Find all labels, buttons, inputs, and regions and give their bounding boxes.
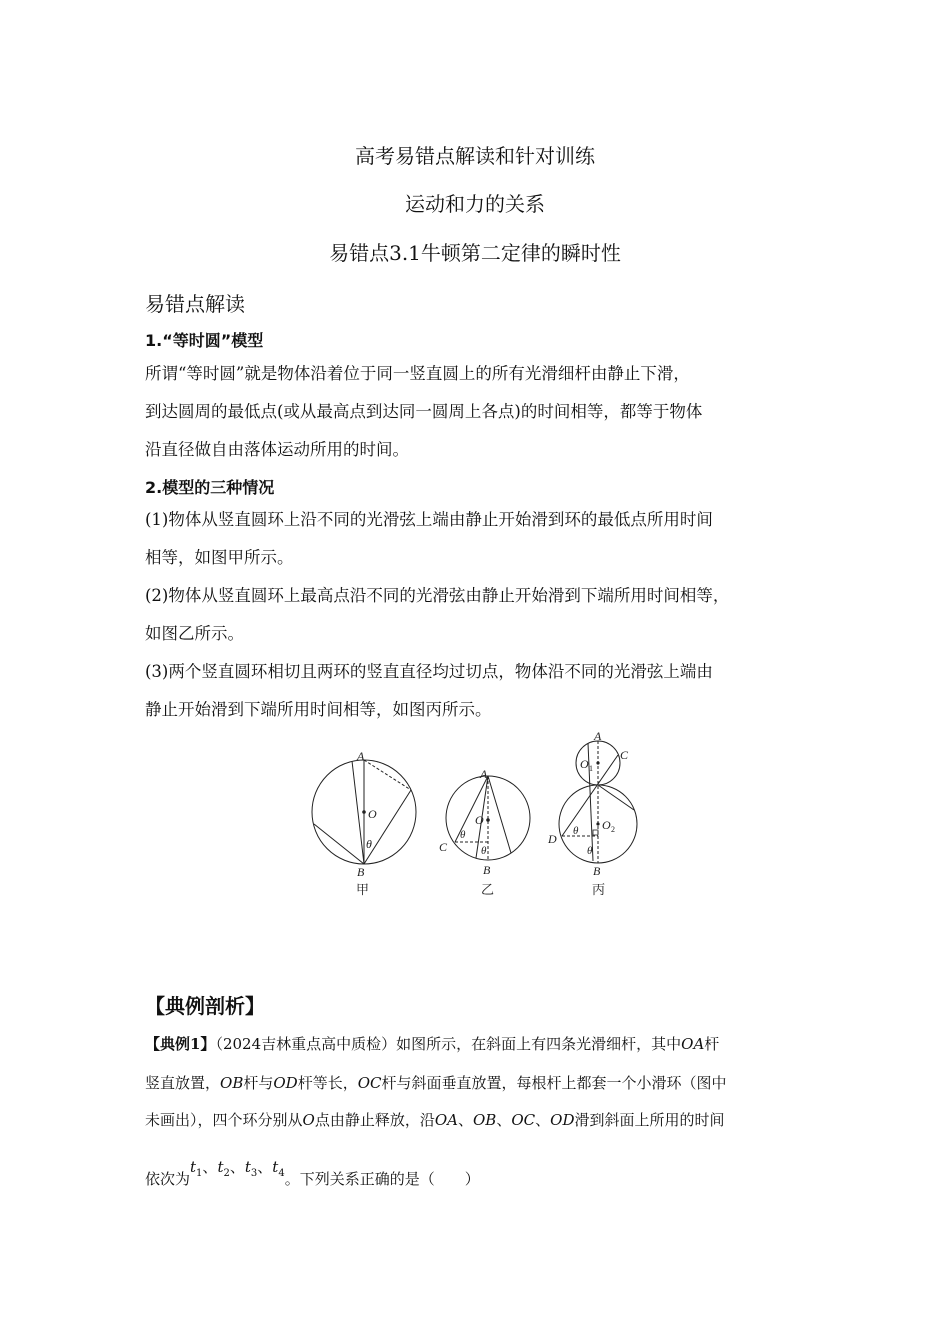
item1-line: 所谓“等时圆”就是物体沿着位于同一竖直圆上的所有光滑细杆由静止下滑， <box>145 364 690 383</box>
rod-name: OC <box>511 1111 536 1129</box>
item2-paragraph <box>145 501 825 729</box>
document-title: 高考易错点解读和针对训练 <box>355 144 595 168</box>
label-B: B <box>483 863 491 877</box>
example-section-heading: 【典例剖析】 <box>145 994 265 1018</box>
diagram-jia <box>312 749 416 897</box>
example-text: 如图所示，在斜面上有四条光滑细杆，其中 <box>396 1035 682 1053</box>
time-var: $t_1$ <box>190 1158 203 1179</box>
chapter-title: 运动和力的关系 <box>405 192 545 216</box>
diagram-yi <box>439 767 530 897</box>
item2-line: 相等，如图甲所示。 <box>145 548 294 567</box>
example-text: 未画出），四个环分别从 <box>145 1111 303 1129</box>
diagram-bing <box>547 730 637 897</box>
chord-bing <box>588 743 593 861</box>
right-angle-mark <box>593 830 598 835</box>
label-A: A <box>594 730 602 743</box>
error-point-title: 易错点3.1牛顿第二定律的瞬时性 <box>329 241 621 265</box>
label-D: D <box>548 832 557 846</box>
caption-jia: 甲 <box>356 882 370 897</box>
label-theta: θ <box>573 825 579 837</box>
example-text: 竖直放置， <box>145 1074 221 1092</box>
item2-line: (2)物体从竖直圆环上最高点沿不同的光滑弦由静止开始滑到下端所用时间相等， <box>145 586 730 605</box>
label-O1-sub: 1 <box>589 764 593 773</box>
label-O: O <box>475 813 484 827</box>
label-C: C <box>439 840 448 854</box>
label-O: O <box>368 807 377 821</box>
item2-line: 静止开始滑到下端所用时间相等，如图丙所示。 <box>145 700 492 719</box>
label-O2: O <box>602 818 611 832</box>
label-O2-sub: 2 <box>611 825 615 834</box>
rod-name: OA <box>681 1035 705 1053</box>
time-var: $t_3$ <box>244 1158 258 1179</box>
rod-name: OB <box>473 1111 497 1129</box>
caption-bing: 丙 <box>592 882 606 897</box>
center-dot-yi <box>486 818 490 822</box>
label-B: B <box>593 864 601 878</box>
rod-name: OD <box>273 1074 298 1092</box>
rod-name: OA <box>434 1111 458 1129</box>
example-source: （2024吉林重点高中质检） <box>215 1035 397 1053</box>
chord-jia <box>364 790 411 864</box>
point-name: O <box>302 1111 315 1129</box>
item1-line: 沿直径做自由落体运动所用的时间。 <box>145 440 409 459</box>
label-theta: θ <box>460 829 466 841</box>
separator: 、 <box>496 1111 512 1129</box>
example-text: 依次为 <box>145 1170 191 1188</box>
center-dot-o1 <box>596 761 599 764</box>
item1-paragraph <box>145 355 825 469</box>
time-var: $t_2$ <box>217 1158 230 1179</box>
item2-heading: 2.模型的三种情况 <box>145 478 275 497</box>
separator: 、 <box>535 1111 551 1129</box>
time-var: $t_4$ <box>272 1158 285 1179</box>
center-dot-jia <box>362 810 366 814</box>
label-B: B <box>357 865 365 879</box>
label-theta: θ <box>481 845 487 857</box>
example-text: 。下列关系正确的是（ ） <box>284 1170 480 1188</box>
example-text: 点由静止释放，沿 <box>314 1111 435 1129</box>
item2-line: 如图乙所示。 <box>145 624 244 643</box>
equal-time-circles-figure <box>300 730 660 910</box>
example-line-3 <box>145 1109 825 1130</box>
example-text: 杆与斜面垂直放置，每根杆上都套一个小滑环（图中 <box>381 1074 727 1092</box>
label-C: C <box>620 748 629 762</box>
item1-line: 到达圆周的最低点(或从最高点到达同一圆周上各点)的时间相等，都等于物体 <box>145 402 703 421</box>
dashed-line-jia <box>364 760 411 790</box>
separator: 、 <box>257 1158 273 1176</box>
example-text: 滑到斜面上所用的时间 <box>574 1111 725 1129</box>
label-A: A <box>357 749 365 763</box>
chord-jia <box>352 761 364 864</box>
label-theta: θ <box>366 837 372 851</box>
separator: 、 <box>229 1158 245 1176</box>
item2-line: (3)两个竖直圆环相切且两环的竖直直径均过切点，物体沿不同的光滑弦上端由 <box>145 662 713 681</box>
separator: 、 <box>202 1158 218 1176</box>
example-text: 杆等长， <box>297 1074 358 1092</box>
chord-yi <box>488 776 511 853</box>
separator: 、 <box>457 1111 473 1129</box>
example-line-2 <box>145 1072 825 1093</box>
example-line-4 <box>145 1158 825 1191</box>
rod-name: OB <box>220 1074 244 1092</box>
item2-line: (1)物体从竖直圆环上沿不同的光滑弦上端由静止开始滑到环的最低点所用时间 <box>145 510 713 529</box>
section-heading: 易错点解读 <box>145 292 245 316</box>
example-line-1 <box>145 1033 825 1054</box>
example-tag: 【典例1】 <box>145 1035 216 1053</box>
rod-name: OC <box>357 1074 382 1092</box>
chord-bing <box>598 785 634 810</box>
item1-heading: 1.“等时圆”模型 <box>145 331 264 350</box>
example-text: 杆 <box>704 1035 720 1053</box>
label-theta: θ <box>587 845 593 857</box>
rod-name: OD <box>550 1111 575 1129</box>
center-dot-o2 <box>596 822 599 825</box>
label-O1: O <box>580 757 589 771</box>
label-A: A <box>480 767 488 781</box>
example-text: 杆与 <box>243 1074 274 1092</box>
caption-yi: 乙 <box>481 882 495 897</box>
